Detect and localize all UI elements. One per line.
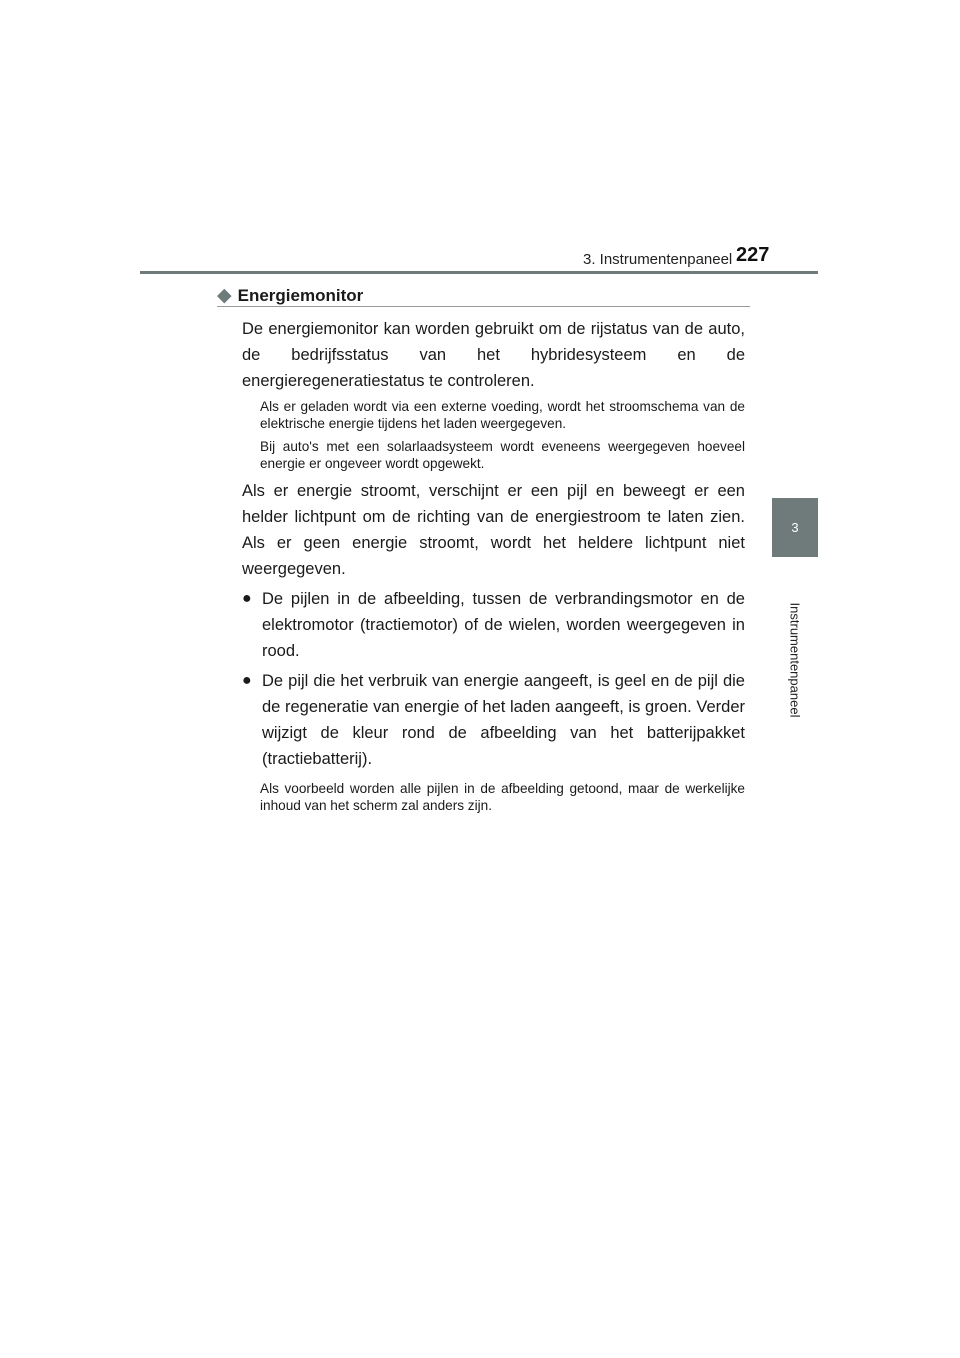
note-external-charging: Als er geladen wordt via een externe voeding, wordt het stroomschema van de elektrische energie tijdens het laden weergegeven. xyxy=(260,399,745,431)
bullet-text: De pijl die het verbruik van energie aangeeft, is geel en de pijl die de regeneratie van energie of het laden aangeeft, is groen. Verder wijzigt de kleur rond de afbeelding van het batterijpakket (tractiebatterij). xyxy=(262,672,745,768)
chapter-label: Instrumentenpaneel xyxy=(787,602,803,718)
chapter-number: 3 xyxy=(791,520,799,535)
intro-paragraph: De energiemonitor kan worden gebruikt om de rijstatus van de auto, de bedrijfsstatus van het hybridesysteem en de energieregeneratiestatus te controleren. xyxy=(242,320,745,390)
bullet-icon: ● xyxy=(242,672,252,689)
section-rule xyxy=(217,306,750,307)
energy-flow-paragraph: Als er energie stroomt, verschijnt er een pijl en beweegt er een helder lichtpunt om de richting van de energiestroom te laten zien. Als er geen energie stroomt, wordt het heldere lichtpunt niet weergegeven. xyxy=(242,482,745,578)
note-example-display: Als voorbeeld worden alle pijlen in de afbeelding getoond, maar de werkelijke inhoud van het scherm zal anders zijn. xyxy=(260,781,745,813)
bullet-item xyxy=(242,586,745,664)
page-number: 227 xyxy=(736,244,770,266)
content xyxy=(242,316,745,820)
header-rule xyxy=(140,271,818,274)
section-heading xyxy=(217,284,363,307)
bullet-text: De pijlen in de afbeelding, tussen de verbrandingsmotor en de elektromotor (tractiemotor) of de wielen, worden weergegeven in rood. xyxy=(262,590,745,660)
header-section-title: 3. Instrumentenpaneel xyxy=(583,251,733,268)
bullet-icon: ● xyxy=(242,590,252,607)
chapter-tab xyxy=(772,498,818,557)
diamond-icon: ◆ xyxy=(217,285,232,306)
bullet-item xyxy=(242,668,745,772)
note-solar-charging: Bij auto's met een solarlaadsysteem wordt eveneens weergegeven hoeveel energie er ongeveer wordt opgewekt. xyxy=(260,439,745,471)
section-title: Energiemonitor xyxy=(237,285,364,305)
